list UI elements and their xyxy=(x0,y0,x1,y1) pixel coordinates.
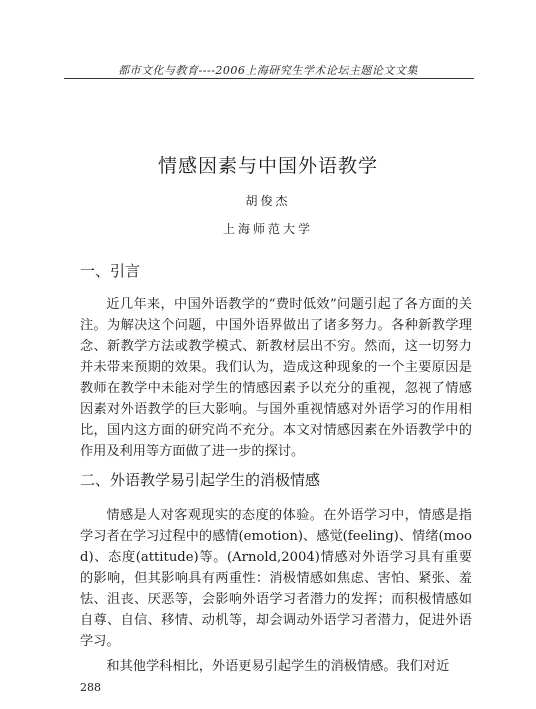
running-head: 都市文化与教育----2006上海研究生学术论坛主题论文文集 xyxy=(118,64,418,77)
paragraph-emotion-definition: 情感是人对客观现实的态度的体验。在外语学习中，情感是指学习者在学习过程中的感情(emotion)、感觉(feeling)、情绪(mood)、态度(attitude)等。(Arnold,2004)情感对外语学习具有重要的影响，但其影响具有两重性：消极情感如焦虑、害怕、紧张、羞怯、沮丧、厌恶等，会影响外语学习者潜力的发挥；而积极情感如自尊、自信、移情、动机等，却会调动外语学习者潜力，促进外语学习。 xyxy=(80,508,472,649)
paragraph-introduction: 近几年来，中国外语教学的“费时低效”问题引起了各方面的关注。为解决这个问题，中国外语界做出了诸多努力。各种新教学理念、新教学方法或教学模式、新教材层出不穷。然而，这一切努力并未带来预期的效果。我们认为，造成这种现象的一个主要原因是教师在教学中未能对学生的情感因素予以充分的重视，忽视了情感因素对外语教学的巨大影响。与国外重视情感对外语学习的作用相比，国内这方面的研究尚不充分。本文对情感因素在外语教学中的作用及利用等方面做了进一步的探讨。 xyxy=(80,297,472,459)
author-affiliation: 上海师范大学 xyxy=(222,222,313,236)
section-heading-negative-emotions: 二、外语教学易引起学生的消极情感 xyxy=(80,471,321,489)
page-number: 288 xyxy=(80,681,101,694)
paper-title: 情感因素与中国外语教学 xyxy=(157,155,378,177)
header-rule xyxy=(64,78,474,79)
author-name: 胡俊杰 xyxy=(245,194,291,208)
section-heading-introduction: 一、引言 xyxy=(80,262,141,280)
paragraph-comparison: 和其他学科相比，外语更易引起学生的消极情感。我们对近 xyxy=(106,659,450,674)
